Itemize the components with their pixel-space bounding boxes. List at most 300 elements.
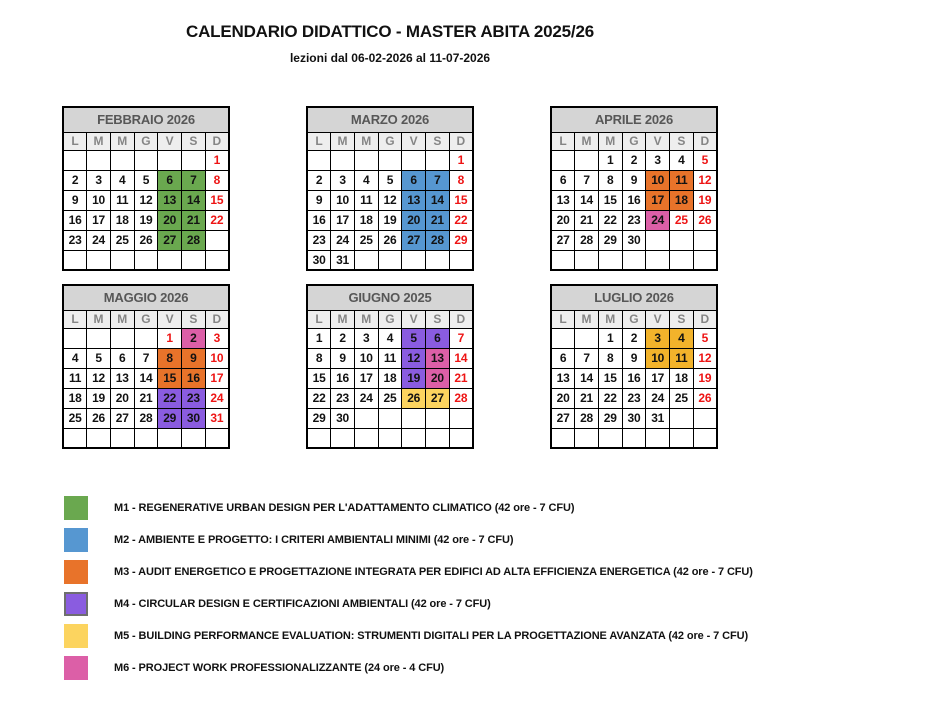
day-cell: 16	[331, 368, 355, 388]
day-cell: 15	[307, 368, 331, 388]
day-cell: 6	[551, 170, 575, 190]
day-cell: 13	[551, 368, 575, 388]
day-cell	[449, 408, 473, 428]
weekday-header: M	[331, 310, 355, 328]
month-title: FEBBRAIO 2026	[63, 107, 229, 132]
calendar-marzo-2026	[306, 106, 474, 271]
day-cell: 31	[646, 408, 670, 428]
day-cell: 19	[378, 210, 402, 230]
weekday-header: D	[449, 310, 473, 328]
legend-label-m2: M2 - AMBIENTE E PROGETTO: I CRITERI AMBIENTALI MINIMI (42 ore - 7 CFU)	[114, 534, 514, 546]
day-cell: 21	[134, 388, 158, 408]
day-cell: 5	[134, 170, 158, 190]
day-cell-holiday: 5	[693, 328, 717, 348]
day-cell-holiday: 22	[449, 210, 473, 230]
day-cell: 9	[63, 190, 87, 210]
day-cell-m1: 27	[158, 230, 182, 250]
day-cell: 28	[134, 408, 158, 428]
day-cell	[551, 250, 575, 270]
day-cell: 9	[331, 348, 355, 368]
day-cell	[426, 150, 450, 170]
day-cell	[426, 408, 450, 428]
day-cell: 10	[87, 190, 111, 210]
month-title: APRILE 2026	[551, 107, 717, 132]
day-cell-m1: 6	[158, 170, 182, 190]
day-cell-holiday: 24	[205, 388, 229, 408]
day-cell: 19	[134, 210, 158, 230]
day-cell	[134, 328, 158, 348]
day-cell: 24	[331, 230, 355, 250]
day-cell-holiday: 15	[205, 190, 229, 210]
weekday-header: S	[670, 132, 694, 150]
day-cell-m1: 20	[158, 210, 182, 230]
day-cell-m2: 27	[402, 230, 426, 250]
day-cell: 18	[63, 388, 87, 408]
day-cell: 4	[670, 150, 694, 170]
day-cell	[575, 150, 599, 170]
day-cell: 6	[551, 348, 575, 368]
day-cell-holiday: 10	[205, 348, 229, 368]
day-cell	[402, 428, 426, 448]
day-cell	[87, 250, 111, 270]
day-cell-m1: 13	[158, 190, 182, 210]
day-cell	[182, 150, 206, 170]
day-cell: 12	[134, 190, 158, 210]
day-cell-holiday: 8	[449, 170, 473, 190]
day-cell	[182, 428, 206, 448]
day-cell: 13	[551, 190, 575, 210]
day-cell-holiday: 22	[205, 210, 229, 230]
day-cell-m6: 13	[426, 348, 450, 368]
day-cell-m3: 8	[158, 348, 182, 368]
day-cell	[87, 328, 111, 348]
day-cell	[354, 408, 378, 428]
day-cell: 24	[646, 388, 670, 408]
day-cell: 2	[331, 328, 355, 348]
day-cell: 2	[63, 170, 87, 190]
day-cell: 12	[87, 368, 111, 388]
day-cell	[158, 150, 182, 170]
day-cell	[551, 150, 575, 170]
day-cell-m3: 15	[158, 368, 182, 388]
day-cell	[307, 150, 331, 170]
day-cell-holiday: 25	[670, 210, 694, 230]
weekday-header: M	[575, 310, 599, 328]
day-cell: 22	[598, 388, 622, 408]
day-cell	[205, 250, 229, 270]
day-cell-holiday: 14	[449, 348, 473, 368]
weekday-header: G	[378, 132, 402, 150]
day-cell	[670, 428, 694, 448]
legend-item-m5	[64, 624, 753, 648]
day-cell	[134, 150, 158, 170]
day-cell: 4	[354, 170, 378, 190]
day-cell: 5	[378, 170, 402, 190]
day-cell: 14	[575, 368, 599, 388]
weekday-header: V	[646, 132, 670, 150]
day-cell: 29	[598, 408, 622, 428]
day-cell: 23	[63, 230, 87, 250]
day-cell-m2: 21	[426, 210, 450, 230]
day-cell	[670, 408, 694, 428]
day-cell	[449, 250, 473, 270]
day-cell	[63, 150, 87, 170]
day-cell	[307, 428, 331, 448]
day-cell: 30	[307, 250, 331, 270]
calendar-febbraio-2026	[62, 106, 230, 271]
document-header	[62, 22, 718, 65]
month-title: LUGLIO 2026	[551, 285, 717, 310]
day-cell: 25	[63, 408, 87, 428]
day-cell: 10	[331, 190, 355, 210]
day-cell: 26	[87, 408, 111, 428]
weekday-header: G	[134, 132, 158, 150]
day-cell-m5: 27	[426, 388, 450, 408]
legend-item-m3	[64, 560, 753, 584]
day-cell-m3: 9	[182, 348, 206, 368]
day-cell: 18	[354, 210, 378, 230]
day-cell: 15	[598, 368, 622, 388]
day-cell: 30	[622, 408, 646, 428]
day-cell: 17	[354, 368, 378, 388]
day-cell: 21	[575, 388, 599, 408]
day-cell	[646, 250, 670, 270]
day-cell: 30	[331, 408, 355, 428]
day-cell: 17	[87, 210, 111, 230]
weekday-header: L	[551, 132, 575, 150]
day-cell: 1	[598, 328, 622, 348]
day-cell-holiday: 26	[693, 210, 717, 230]
day-cell	[63, 250, 87, 270]
weekday-header: S	[182, 310, 206, 328]
day-cell-m4: 22	[158, 388, 182, 408]
weekday-header: L	[551, 310, 575, 328]
day-cell: 8	[598, 170, 622, 190]
day-cell	[551, 328, 575, 348]
day-cell	[63, 328, 87, 348]
day-cell	[575, 328, 599, 348]
day-cell: 2	[622, 150, 646, 170]
day-cell-m6: 2	[182, 328, 206, 348]
day-cell-m1: 7	[182, 170, 206, 190]
day-cell-m4: 19	[402, 368, 426, 388]
day-cell	[378, 250, 402, 270]
day-cell-holiday: 3	[205, 328, 229, 348]
day-cell: 20	[551, 210, 575, 230]
day-cell: 18	[110, 210, 134, 230]
day-cell-m5_gold: 11	[670, 348, 694, 368]
day-cell-m4: 6	[426, 328, 450, 348]
day-cell: 3	[646, 150, 670, 170]
day-cell	[426, 250, 450, 270]
day-cell-holiday: 8	[205, 170, 229, 190]
day-cell	[670, 250, 694, 270]
weekday-header: V	[158, 310, 182, 328]
day-cell-m1: 14	[182, 190, 206, 210]
weekday-header: M	[598, 310, 622, 328]
day-cell-m1: 28	[182, 230, 206, 250]
day-cell-holiday: 1	[449, 150, 473, 170]
day-cell	[378, 428, 402, 448]
legend-label-m3: M3 - AUDIT ENERGETICO E PROGETTAZIONE INTEGRATA PER EDIFICI AD ALTA EFFICIENZA ENERGETICA (42 ore - 7 CFU)	[114, 566, 753, 578]
day-cell-holiday: 12	[693, 348, 717, 368]
day-cell: 15	[598, 190, 622, 210]
legend-item-m1	[64, 496, 753, 520]
day-cell: 27	[551, 408, 575, 428]
day-cell	[693, 250, 717, 270]
day-cell	[354, 428, 378, 448]
weekday-header: V	[646, 310, 670, 328]
day-cell: 1	[598, 150, 622, 170]
day-cell: 24	[354, 388, 378, 408]
legend-item-m4	[64, 592, 753, 616]
day-cell: 6	[110, 348, 134, 368]
day-cell: 9	[307, 190, 331, 210]
day-cell	[670, 230, 694, 250]
day-cell	[598, 428, 622, 448]
day-cell: 16	[63, 210, 87, 230]
weekday-header: D	[449, 132, 473, 150]
weekday-header: D	[693, 132, 717, 150]
day-cell-m4: 30	[182, 408, 206, 428]
day-cell: 24	[87, 230, 111, 250]
day-cell: 25	[110, 230, 134, 250]
weekday-header: S	[182, 132, 206, 150]
day-cell: 18	[378, 368, 402, 388]
day-cell: 27	[110, 408, 134, 428]
month-title: MAGGIO 2026	[63, 285, 229, 310]
day-cell: 4	[110, 170, 134, 190]
day-cell: 4	[378, 328, 402, 348]
day-cell	[134, 250, 158, 270]
day-cell-holiday: 1	[158, 328, 182, 348]
weekday-header: M	[354, 132, 378, 150]
day-cell-m4: 23	[182, 388, 206, 408]
day-cell-holiday: 5	[693, 150, 717, 170]
weekday-header: S	[426, 310, 450, 328]
day-cell-m5_gold: 4	[670, 328, 694, 348]
day-cell: 31	[331, 250, 355, 270]
day-cell-holiday: 31	[205, 408, 229, 428]
day-cell: 21	[575, 210, 599, 230]
day-cell-m2: 28	[426, 230, 450, 250]
day-cell	[134, 428, 158, 448]
day-cell: 26	[134, 230, 158, 250]
day-cell-m4: 12	[402, 348, 426, 368]
legend-swatch-m2	[64, 528, 88, 552]
weekday-header: S	[670, 310, 694, 328]
day-cell-m1: 21	[182, 210, 206, 230]
day-cell: 25	[354, 230, 378, 250]
legend-label-m1: M1 - REGENERATIVE URBAN DESIGN PER L'ADATTAMENTO CLIMATICO (42 ore - 7 CFU)	[114, 502, 575, 514]
day-cell-holiday: 26	[693, 388, 717, 408]
calendar-maggio-2026	[62, 284, 230, 449]
weekday-header: G	[134, 310, 158, 328]
legend-item-m2	[64, 528, 753, 552]
day-cell	[205, 230, 229, 250]
day-cell	[110, 150, 134, 170]
day-cell-m4: 5	[402, 328, 426, 348]
day-cell	[622, 250, 646, 270]
weekday-header: V	[402, 310, 426, 328]
day-cell	[693, 428, 717, 448]
weekday-header: M	[87, 132, 111, 150]
day-cell-holiday: 29	[449, 230, 473, 250]
weekday-header: M	[598, 132, 622, 150]
day-cell: 11	[354, 190, 378, 210]
day-cell-holiday: 12	[693, 170, 717, 190]
day-cell	[331, 428, 355, 448]
day-cell	[110, 328, 134, 348]
weekday-header: S	[426, 132, 450, 150]
day-cell: 3	[331, 170, 355, 190]
day-cell	[110, 428, 134, 448]
day-cell: 26	[378, 230, 402, 250]
day-cell: 5	[87, 348, 111, 368]
day-cell: 23	[331, 388, 355, 408]
calendar-giugno-2025	[306, 284, 474, 449]
calendar-aprile-2026	[550, 106, 718, 271]
day-cell: 29	[598, 230, 622, 250]
day-cell: 25	[378, 388, 402, 408]
weekday-header: V	[158, 132, 182, 150]
day-cell	[402, 408, 426, 428]
day-cell	[87, 150, 111, 170]
day-cell-m3: 18	[670, 190, 694, 210]
day-cell: 27	[551, 230, 575, 250]
legend-swatch-m6	[64, 656, 88, 680]
day-cell-m3: 16	[182, 368, 206, 388]
day-cell-m2: 6	[402, 170, 426, 190]
weekday-header: M	[110, 132, 134, 150]
day-cell: 7	[575, 348, 599, 368]
legend-swatch-m5	[64, 624, 88, 648]
day-cell-m3: 10	[646, 170, 670, 190]
day-cell: 29	[307, 408, 331, 428]
day-cell	[646, 428, 670, 448]
day-cell-holiday: 17	[205, 368, 229, 388]
day-cell: 9	[622, 348, 646, 368]
day-cell: 14	[575, 190, 599, 210]
day-cell: 2	[622, 328, 646, 348]
day-cell: 28	[575, 408, 599, 428]
day-cell: 16	[307, 210, 331, 230]
day-cell-m2: 7	[426, 170, 450, 190]
day-cell	[378, 408, 402, 428]
day-cell: 10	[354, 348, 378, 368]
day-cell	[182, 250, 206, 270]
day-cell: 11	[378, 348, 402, 368]
weekday-header: G	[378, 310, 402, 328]
day-cell: 16	[622, 368, 646, 388]
day-cell	[354, 150, 378, 170]
day-cell	[331, 150, 355, 170]
page-subtitle: lezioni dal 06-02-2026 al 11-07-2026	[289, 51, 491, 65]
day-cell	[63, 428, 87, 448]
legend	[64, 496, 753, 688]
day-cell	[402, 150, 426, 170]
weekday-header: V	[402, 132, 426, 150]
day-cell	[598, 250, 622, 270]
day-cell-m2: 14	[426, 190, 450, 210]
day-cell: 3	[354, 328, 378, 348]
day-cell	[205, 428, 229, 448]
day-cell	[646, 230, 670, 250]
day-cell: 1	[307, 328, 331, 348]
legend-swatch-m3	[64, 560, 88, 584]
day-cell: 7	[134, 348, 158, 368]
day-cell	[693, 408, 717, 428]
day-cell: 12	[378, 190, 402, 210]
day-cell: 13	[110, 368, 134, 388]
legend-label-m4: M4 - CIRCULAR DESIGN E CERTIFICAZIONI AMBIENTALI (42 ore - 7 CFU)	[114, 598, 491, 610]
day-cell-m2: 13	[402, 190, 426, 210]
day-cell: 25	[670, 388, 694, 408]
day-cell: 23	[622, 210, 646, 230]
day-cell: 23	[307, 230, 331, 250]
day-cell	[575, 428, 599, 448]
month-title: MARZO 2026	[307, 107, 473, 132]
day-cell	[693, 230, 717, 250]
weekday-header: D	[205, 132, 229, 150]
day-cell	[449, 428, 473, 448]
day-cell-holiday: 21	[449, 368, 473, 388]
day-cell-holiday: 19	[693, 190, 717, 210]
day-cell	[378, 150, 402, 170]
day-cell: 4	[63, 348, 87, 368]
day-cell	[622, 428, 646, 448]
weekday-header: L	[63, 310, 87, 328]
weekday-header: M	[575, 132, 599, 150]
day-cell-holiday: 19	[693, 368, 717, 388]
day-cell: 8	[307, 348, 331, 368]
day-cell	[87, 428, 111, 448]
day-cell-m4: 29	[158, 408, 182, 428]
day-cell-holiday: 15	[449, 190, 473, 210]
day-cell: 22	[598, 210, 622, 230]
weekday-header: M	[331, 132, 355, 150]
day-cell: 17	[331, 210, 355, 230]
day-cell-m5: 26	[402, 388, 426, 408]
legend-swatch-m1	[64, 496, 88, 520]
legend-label-m5: M5 - BUILDING PERFORMANCE EVALUATION: STRUMENTI DIGITALI PER LA PROGETTAZIONE AVANZATA (42 ore - 7 CFU)	[114, 630, 749, 642]
day-cell: 23	[622, 388, 646, 408]
day-cell: 17	[646, 368, 670, 388]
weekday-header: L	[307, 310, 331, 328]
day-cell	[354, 250, 378, 270]
legend-item-m6	[64, 656, 753, 680]
day-cell-m6: 24	[646, 210, 670, 230]
day-cell-m6: 20	[426, 368, 450, 388]
day-cell-holiday: 28	[449, 388, 473, 408]
weekday-header: G	[622, 310, 646, 328]
day-cell-holiday: 1	[205, 150, 229, 170]
day-cell-holiday: 7	[449, 328, 473, 348]
calendar-luglio-2026	[550, 284, 718, 449]
day-cell: 19	[87, 388, 111, 408]
day-cell: 18	[670, 368, 694, 388]
day-cell-m5_gold: 3	[646, 328, 670, 348]
day-cell	[110, 250, 134, 270]
weekday-header: M	[354, 310, 378, 328]
weekday-header: M	[87, 310, 111, 328]
weekday-header: G	[622, 132, 646, 150]
day-cell: 8	[598, 348, 622, 368]
day-cell: 11	[63, 368, 87, 388]
day-cell: 28	[575, 230, 599, 250]
weekday-header: L	[307, 132, 331, 150]
day-cell-m2: 20	[402, 210, 426, 230]
